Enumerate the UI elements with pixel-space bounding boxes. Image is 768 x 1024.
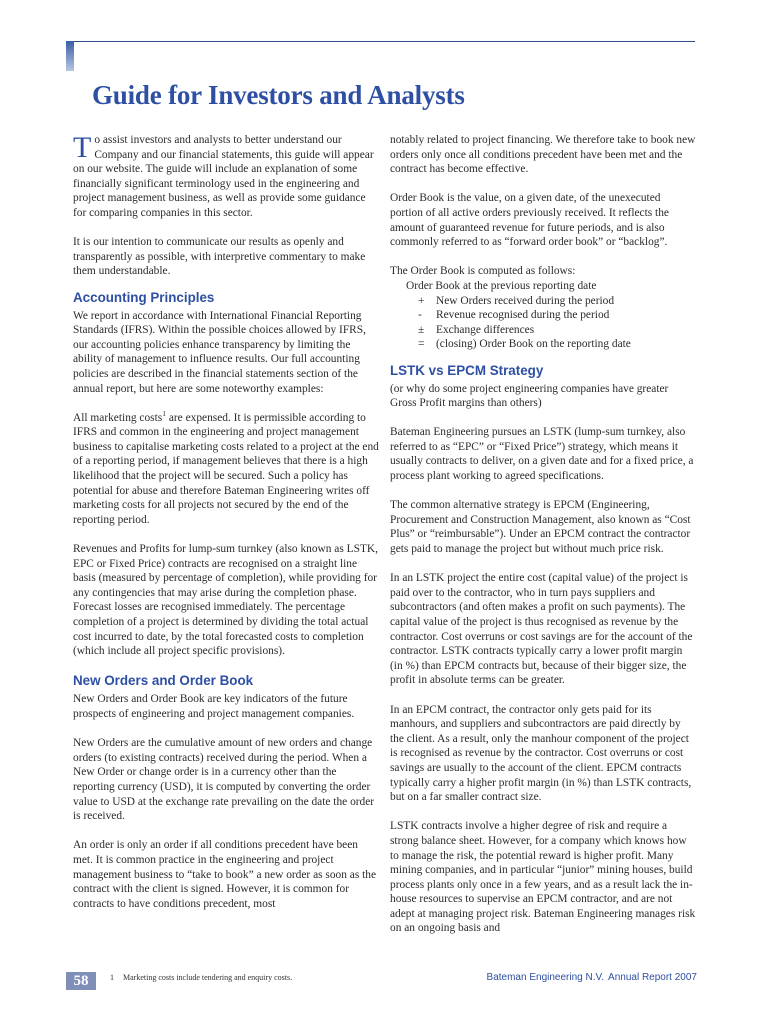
operator-symbol: ± [418,323,425,336]
epcm-contract-paragraph: In an EPCM contract, the contractor only gets paid for its manhours, and suppliers and subcontractors are paid directly by the client. As a result, only the manhour component of the project is recognised as revenue by the contractor. Cost overruns or cost savings are usually to the account of the client. EPCM contracts typically carry a higher profit margin (in %) than LSTK contracts, but on a far smaller contract size. [390,703,692,804]
footer-company: Bateman Engineering N.V. [486,972,605,983]
continued-paragraph: notably related to project financing. We therefore take to book new orders only once all conditions precedent have been met and the contract has become effective. [390,134,696,176]
heading-lstk-vs-epcm: LSTK vs EPCM Strategy [390,362,544,378]
header-accent-bar [66,41,74,71]
lstk-strategy-paragraph: Bateman Engineering pursues an LSTK (lump-sum turnkey, also referred to as “EPC” or “Fixed Price”) strategy, which means it usually contracts to deliver, on a given date and for a fixed price, a process plant working to agreed specifications. [390,426,694,483]
drop-cap: T [73,131,92,164]
epcm-alternative-paragraph: The common alternative strategy is EPCM (Engineering, Procurement and Construction Management, also known as “Cost Plus” or “reimbursable”). Under an EPCM contract the contractor gets paid to manage the project but without much price risk. [390,499,691,556]
new-orders-paragraph: New Orders are the cumulative amount of new orders and change orders (to existing contracts) received during the period. When a New Order or change order is in a currency other than the reporting currency (USD), it is computed by converting the order value to USD at the exchange rate prevailing on the date the order is received. [73,737,375,823]
heading-new-orders: New Orders and Order Book [73,673,254,689]
intro-paragraph [73,133,379,221]
marketing-text-start: All marketing costs [73,411,163,424]
computation-text: Exchange differences [436,323,535,336]
header-rule [66,41,695,42]
intro-text: o assist investors and analysts to better understand our Company and our financial statements, this guide will appear on our website. The guide will include an explanation of some financially significant terminology used in the engineering and project management business, as well as provide some guidance for comparing companies in this sector. [73,134,374,219]
footnote-text: Marketing costs include tendering and enquiry costs. [123,973,293,982]
key-indicators-paragraph: New Orders and Order Book are key indicators of the future prospects of engineering and project management companies. [73,693,355,720]
order-book-computation [390,264,696,352]
right-column [390,133,696,936]
footer-report: Annual Report 2007 [608,972,697,983]
footer-credit [400,972,697,984]
computation-row [390,323,696,338]
computation-row [390,294,696,309]
computation-text: (closing) Order Book on the reporting date [436,338,631,351]
order-book-paragraph: Order Book is the value, on a given date, of the unexecuted portion of all active orders previously received. It reflects the amount of guaranteed revenue for future periods, and is also commonly referred to as “forward order book” or “backlog”. [390,192,669,249]
computation-start: Order Book at the previous reporting date [406,279,597,292]
footnote-marker: 1 [162,408,166,418]
marketing-costs-paragraph [73,408,379,528]
footnote [110,973,292,983]
computation-row [390,308,696,323]
page-number: 58 [66,972,96,990]
page-title: Guide for Investors and Analysts [92,80,465,110]
risk-paragraph: LSTK contracts involve a higher degree of risk and require a strong balance sheet. However, for a company which knows how to manage the risk, the potential reward is higher profit. Many mining companies, and in particular “junior” mining houses, build process plants only once in a few years, and as a result lack the in-house resources to supervise an EPCM contractor, and are not adept at managing project risk. Bateman Engineering manages risk on an ongoing basis and [390,820,696,935]
left-column [73,133,379,911]
revenues-paragraph: Revenues and Profits for lump-sum turnkey (also known as LSTK, EPC or Fixed Price) contracts are recognised on a straight line basis (measured by percentage of completion), while providing for any contingencies that may arise during the completion phase. Forecast losses are recognised immediately. The percentage completion of a project is determined by dividing the total actual cost incurred to date, by the total forecasted costs to completion (which include all project specific provisions). [73,543,378,658]
why-paragraph: (or why do some project engineering companies have greater Gross Profit margins than others) [390,382,669,410]
operator-symbol: + [418,294,425,307]
footnote-number: 1 [110,973,114,982]
computation-intro: The Order Book is computed as follows: [390,265,576,278]
computation-text: Revenue recognised during the period [436,309,610,322]
lstk-cost-paragraph: In an LSTK project the entire cost (capital value) of the project is paid over to the contractor, who in turn pays suppliers and subcontractors (and often makes a profit on such payments). The capital value of the project is thus recognised as revenue by the contractor. Cost overruns or cost savings are for the account of the contractor. LSTK contracts typically carry a lower profit margin (in %) than EPCM contracts but, because of their bigger size, the profit in absolute terms can be greater. [390,572,693,687]
heading-accounting-principles: Accounting Principles [73,289,215,305]
operator-symbol: = [418,338,425,351]
order-valid-paragraph: An order is only an order if all conditions precedent have been met. It is common practice in the engineering and project management business to “take to book” a new order as soon as the contract with the client is signed. However, it is common for contracts to have conditions precedent, most [73,839,377,910]
operator-symbol: - [418,309,422,322]
reporting-paragraph: We report in accordance with International Financial Reporting Standards (IFRS). Within the possible choices allowed by IFRS, our accounting policies enhance transparency by limiting the ability of management to influence results. Our full accounting policies are described in the financial statements section of the annual report, but here are some noteworthy examples: [73,309,366,395]
computation-text: New Orders received during the period [436,294,615,307]
computation-row [390,337,696,352]
marketing-text-end: are expensed. It is permissible according to IFRS and common in the engineering and project management business to capitalise marketing costs related to a project at the end of a reporting period, if management believes that there is a high likelihood that the project will be secured. Such a policy has potential for abuse and therefore Bateman Engineering writes off marketing costs for all projects not secured by the end of the reporting period. [73,411,379,526]
intention-paragraph: It is our intention to communicate our results as openly and transparently as possible, with interpretive commentary to make them understandable. [73,236,366,278]
